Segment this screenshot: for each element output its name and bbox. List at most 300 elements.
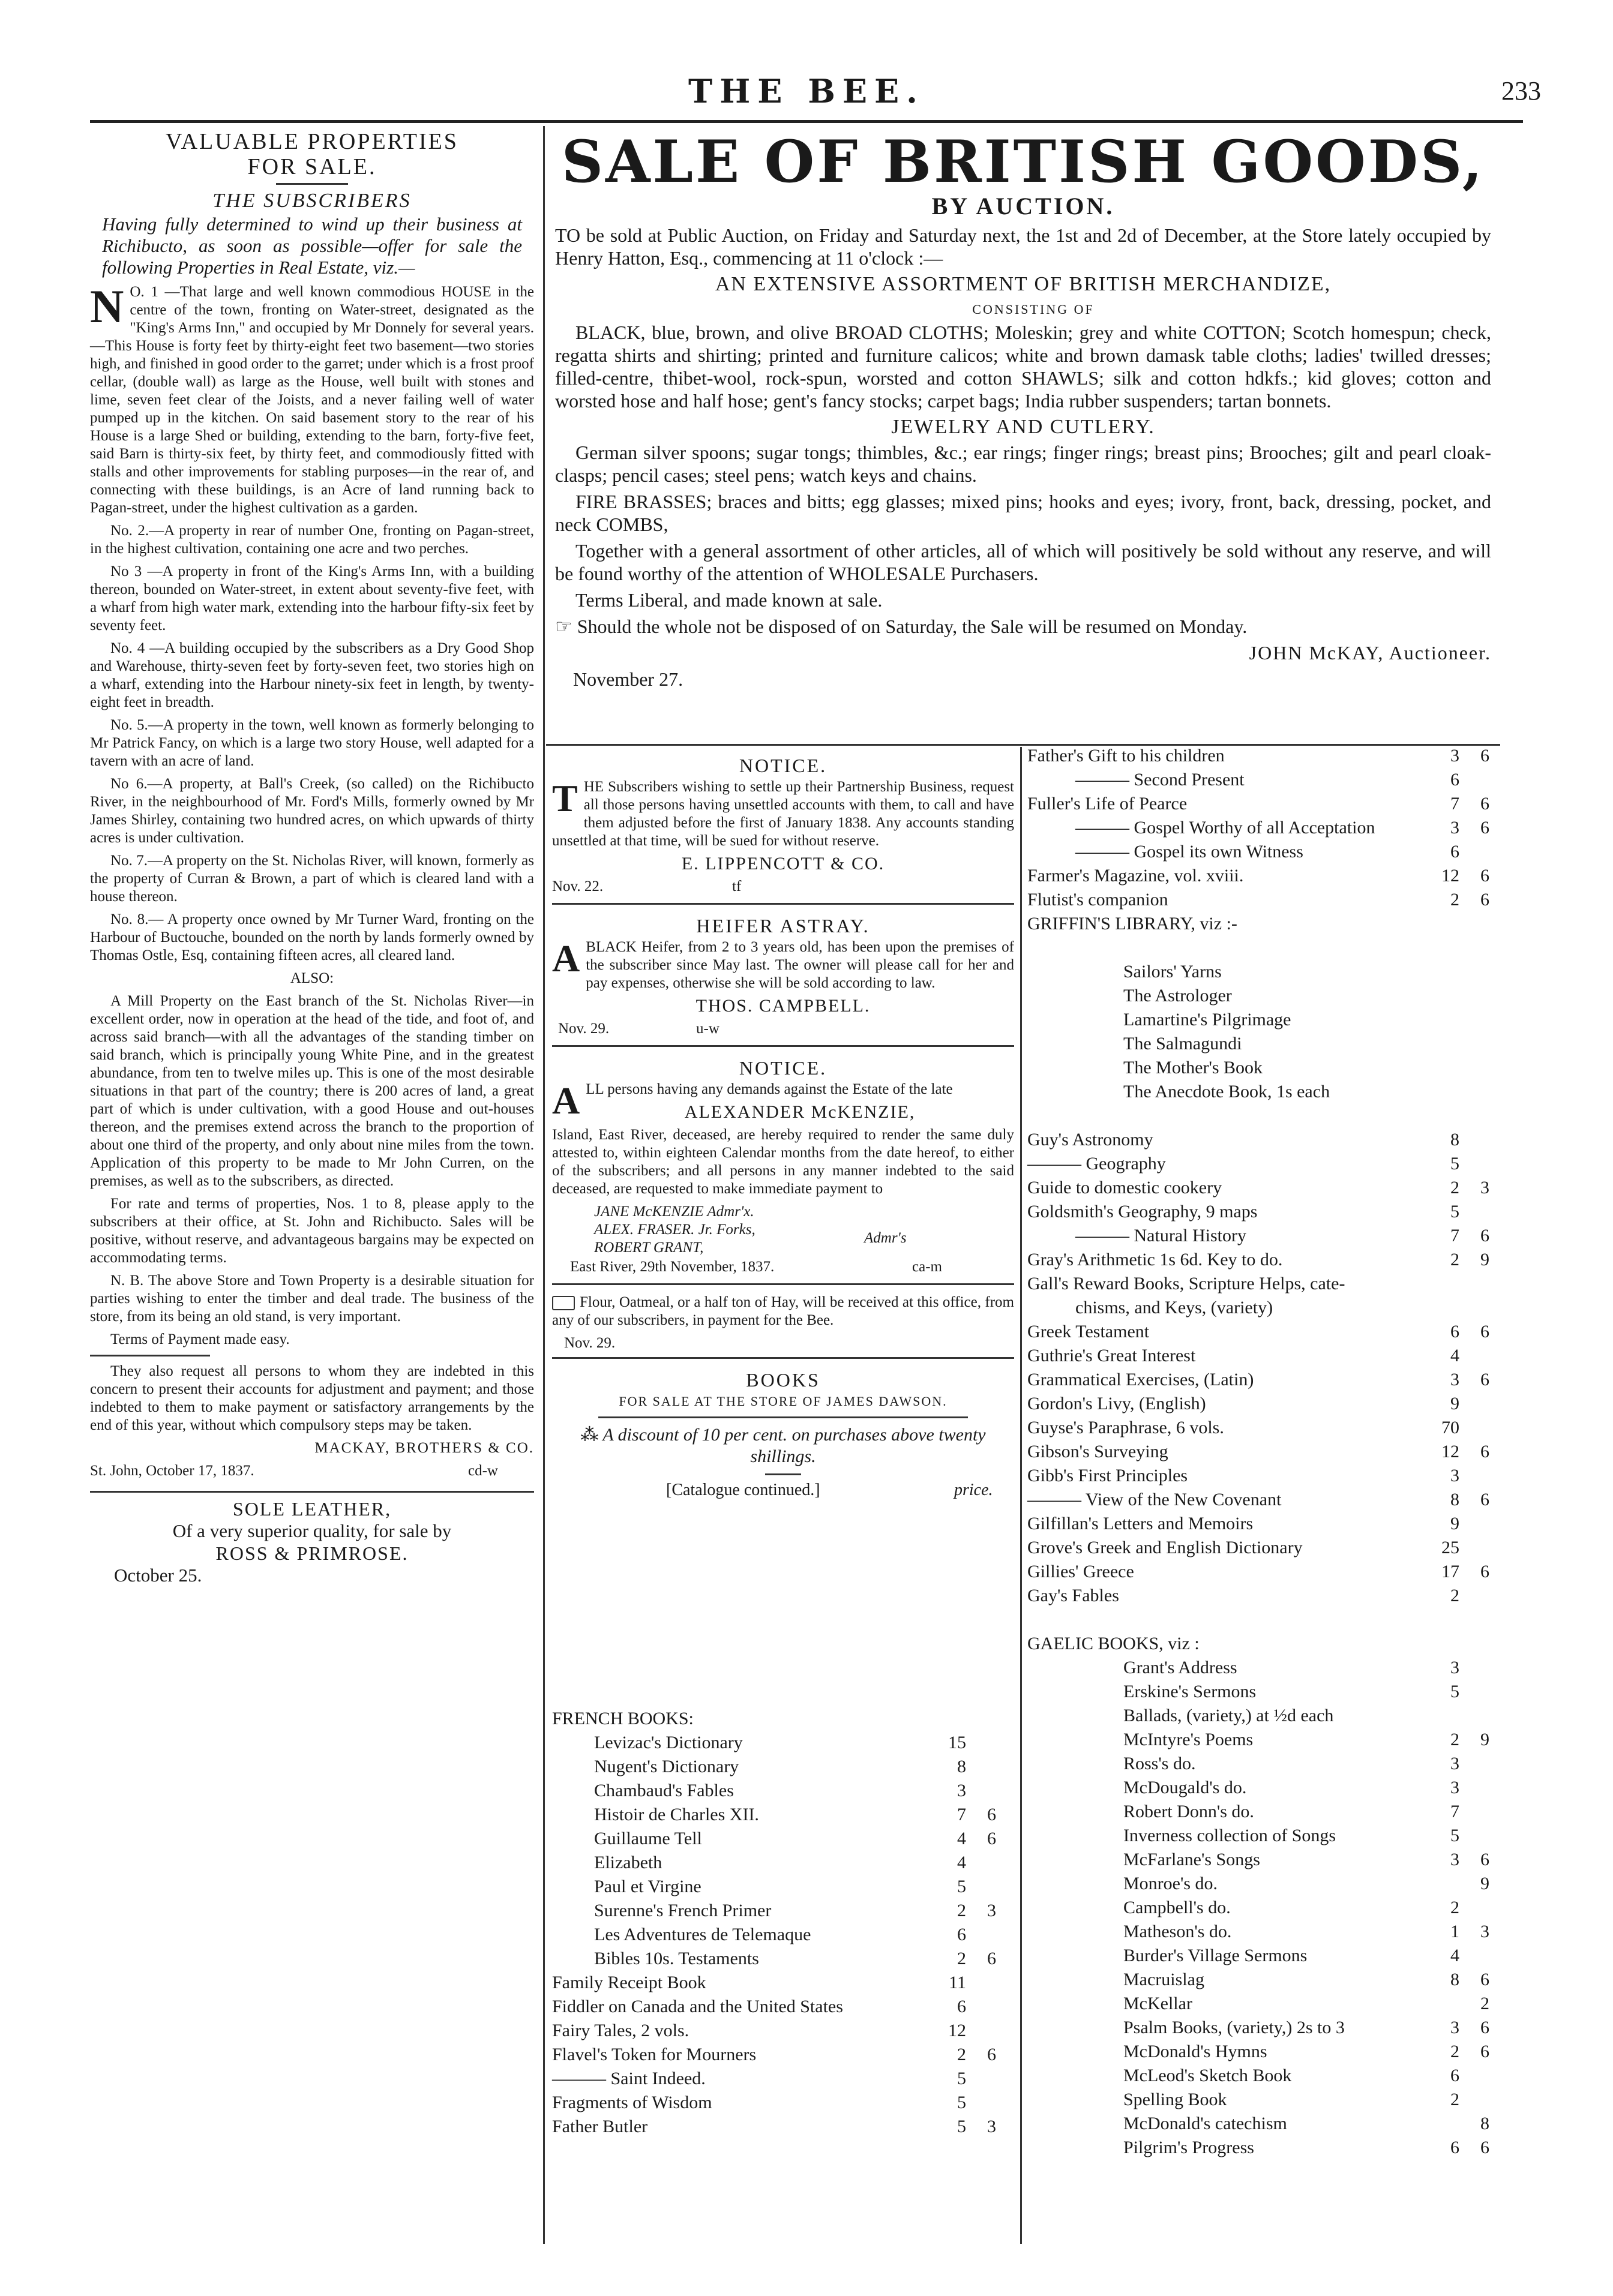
book-row	[1027, 1176, 1507, 1200]
book-row	[1027, 1800, 1507, 1824]
book-row	[1027, 1824, 1507, 1848]
pointing-hand-icon: ☞	[555, 616, 577, 637]
book-title: Chambaud's Fables	[594, 1781, 734, 1800]
book-price-pence: 6	[1480, 890, 1489, 910]
book-title: McDougald's do.	[1123, 1778, 1247, 1797]
book-row	[1027, 864, 1507, 888]
book-price-pence: 6	[987, 2045, 996, 2064]
book-row	[1027, 1896, 1507, 1920]
book-row	[1027, 1752, 1507, 1776]
book-row	[1027, 1680, 1507, 1704]
book-title: Flutist's companion	[1027, 890, 1168, 910]
book-row	[1027, 2136, 1507, 2160]
book-title: Ballads, (variety,) at ½d each	[1123, 1706, 1334, 1725]
book-row	[1027, 1536, 1507, 1560]
book-price-pence: 6	[1480, 1970, 1489, 1989]
book-price-pence: 6	[1480, 1562, 1489, 1581]
book-row	[1027, 1392, 1507, 1416]
book-title: Sailors' Yarns	[1123, 962, 1222, 982]
properties-intro: Having fully determined to wind up their business at Richibucto, as soon as possible—offer for sale the following Properties in Real Estate, viz.—	[102, 214, 522, 278]
book-price-shillings: 6	[1450, 2138, 1459, 2157]
estate-notice-title: NOTICE.	[739, 1057, 828, 1079]
book-price-pence: 6	[1480, 1490, 1489, 1509]
book-price-pence: 8	[1480, 2114, 1489, 2133]
mill-property: A Mill Property on the East branch of the St. Nicholas River—in excellent order, now in operation at the head of the tide, and foot of, and across said branch—with all the advantages of the standing timber on said branch, which is principally young White Pine, and in the greatest abundance, from ten to twelve miles up. This is one of the most desirable situations in that part of the country; there is 200 acres of land, a great part of which is under cultivation, with a good House and out-houses thereon, and the premises extend across the branch to the proportion of about one third of the property, and only about nine miles from the town. Application of this property to be made to Mr John Curren, on the premises, as well as to the subscribers, as directed.	[90, 993, 534, 1189]
book-row	[1027, 888, 1507, 912]
book-price-pence: 6	[1480, 818, 1489, 838]
book-price-shillings: 7	[1450, 1226, 1459, 1245]
book-row	[1027, 1632, 1507, 1656]
property-no-3: No 3 —A property in front of the King's Arms Inn, with a building thereon, bounded on Water-street, in extent about seventy-five feet, with a wharf from high water mark, extending into the harbour fifty-six feet by seventy feet.	[90, 563, 534, 634]
book-row	[1027, 792, 1507, 816]
heifer-body: BLACK Heifer, from 2 to 3 years old, has been upon the premises of the subscriber since May last. The owner will please call for her and pay expenses, otherwise she will be sold according to law.	[586, 939, 1014, 991]
book-row	[1027, 2040, 1507, 2064]
properties-column	[90, 129, 534, 1586]
book-title: Gilfillan's Letters and Memoirs	[1027, 1514, 1254, 1533]
book-row	[552, 1995, 1020, 2019]
book-title: Erskine's Sermons	[1123, 1682, 1257, 1701]
book-row	[1027, 1920, 1507, 1944]
book-row	[1027, 1464, 1507, 1488]
book-row	[1027, 1944, 1507, 1968]
book-row	[1027, 1704, 1507, 1728]
section-rule	[552, 1283, 1014, 1285]
book-title: Psalm Books, (variety,) 2s to 3	[1123, 2018, 1345, 2037]
book-price-shillings: 5	[1450, 1826, 1459, 1845]
book-row	[552, 1851, 1020, 1875]
book-title: Robert Donn's do.	[1123, 1802, 1254, 1821]
book-row	[1027, 1272, 1507, 1296]
book-title: Inverness collection of Songs	[1123, 1826, 1336, 1845]
book-title: Elizabeth	[594, 1853, 662, 1872]
book-row	[1027, 1560, 1507, 1584]
book-title: Goldsmith's Geography, 9 maps	[1027, 1202, 1258, 1221]
book-row	[1027, 1224, 1507, 1248]
books-subtitle: FOR SALE AT THE STORE OF JAMES DAWSON.	[619, 1394, 948, 1409]
property-no-5: No. 5.—A property in the town, well known as formerly belonging to Mr Patrick Fancy, on which is a large two story House, well adapted for a tavern with an acre of land.	[90, 717, 534, 769]
auction-notice	[555, 129, 1491, 694]
book-price-shillings: 3	[1450, 818, 1459, 838]
book-price-shillings: 6	[957, 1925, 966, 1944]
book-title: Surenne's French Primer	[594, 1901, 772, 1920]
book-price-pence: 3	[987, 2117, 996, 2136]
catalogue-label: [Catalogue continued.]	[666, 1481, 820, 1499]
book-price-shillings: 7	[957, 1805, 966, 1824]
book-title: Father's Gift to his children	[1027, 746, 1225, 766]
consisting-label: CONSISTING OF	[972, 302, 1095, 317]
book-price-pence: 6	[987, 1805, 996, 1824]
book-title: Gillies' Greece	[1027, 1562, 1134, 1581]
book-title: Greek Testament	[1027, 1322, 1150, 1341]
book-title: GAELIC BOOKS, viz :	[1027, 1634, 1200, 1653]
book-price-shillings: 4	[1450, 1946, 1459, 1965]
book-row	[552, 1971, 1020, 1995]
section-rule	[552, 1357, 1014, 1359]
book-title: Fiddler on Canada and the United States	[552, 1997, 843, 2016]
book-title: Gordon's Livy, (English)	[1027, 1394, 1206, 1413]
book-price-pence: 6	[1480, 746, 1489, 766]
book-row	[1027, 1296, 1507, 1320]
book-title: ——— Gospel Worthy of all Acceptation	[1075, 818, 1375, 838]
book-row	[552, 1827, 1020, 1851]
book-title: Guide to domestic cookery	[1027, 1178, 1222, 1197]
assortment-heading: AN EXTENSIVE ASSORTMENT OF BRITISH MERCHANDIZE,	[715, 273, 1332, 295]
book-row	[552, 1707, 1020, 1731]
book-row	[552, 1875, 1020, 1899]
book-price-shillings: 6	[1450, 1322, 1459, 1341]
book-title: The Mother's Book	[1123, 1058, 1263, 1078]
book-price-shillings: 3	[1450, 1466, 1459, 1485]
book-price-shillings: 70	[1441, 1418, 1459, 1437]
book-price-shillings: 8	[1450, 1130, 1459, 1149]
properties-subheading: FOR SALE.	[247, 154, 377, 179]
book-price-pence: 6	[987, 1949, 996, 1968]
book-row	[1027, 1728, 1507, 1752]
date-code: cd-w	[468, 1463, 498, 1479]
page-number: 233	[1501, 76, 1541, 106]
also-heading: ALSO:	[290, 970, 334, 986]
book-row	[552, 1779, 1020, 1803]
book-row	[552, 1899, 1020, 1923]
discount-note: A discount of 10 per cent. on purchases above twenty shillings.	[602, 1425, 986, 1466]
column-divider-right	[1020, 747, 1022, 2244]
short-rule	[90, 1355, 210, 1356]
book-price-shillings: 2	[957, 1901, 966, 1920]
book-row	[1027, 1440, 1507, 1464]
book-title: McDonald's catechism	[1123, 2114, 1287, 2133]
book-row	[1027, 1344, 1507, 1368]
book-row	[552, 2115, 1020, 2139]
book-price-shillings: 3	[1450, 746, 1459, 766]
section-rule	[552, 1045, 1014, 1047]
notice-code: tf	[732, 878, 742, 895]
book-title: Gay's Fables	[1027, 1586, 1119, 1605]
book-price-shillings: 1	[1450, 1922, 1459, 1941]
book-row	[1027, 2112, 1507, 2136]
nb-paragraph: N. B. The above Store and Town Property is a desirable situation for parties wishing to enter the timber and deal trade. The business of the store, from its being an old stand, is very important.	[90, 1272, 534, 1325]
book-title: ——— Saint Indeed.	[552, 2069, 706, 2088]
book-price-shillings: 4	[1450, 1346, 1459, 1365]
book-row	[1027, 1320, 1507, 1344]
book-price-shillings: 3	[1450, 1658, 1459, 1677]
book-price-shillings: 8	[1450, 1970, 1459, 1989]
book-title: Fuller's Life of Pearce	[1027, 794, 1188, 814]
book-price-shillings: 3	[1450, 2018, 1459, 2037]
book-price-shillings: 6	[1450, 842, 1459, 862]
book-title: Fragments of Wisdom	[552, 2093, 712, 2112]
book-price-pence: 3	[987, 1901, 996, 1920]
property-no-1: O. 1 —That large and well known commodious HOUSE in the centre of the town, fronting on Water-street, designated as the "King's Arms Inn," and occupied by Mr Donnely for several years.—This House is forty feet by thirty-eight feet two basement—two stories high, and finished in good order to the garret; under which is a frost proof cellar, (double wall) as large as the House, well built with stones and lime, seven feet clear of the Joists, and a never failing well of water pumped up in the kitchen. On said basement story to the rear of his House is a large Shed or building, extending to the barn, forty-five feet, said Barn is thirty-six feet, by thirty feet, and commodiously fitted with stalls and other improvements for stabling purposes—in the rear of, and connecting with these buildings, is an Acre of land running back to Pagan-street, under the highest cultivation as a garden.	[90, 284, 534, 516]
estate-body-1: LL persons having any demands against the Estate of the late	[586, 1081, 953, 1097]
book-title: Flavel's Token for Mourners	[552, 2045, 757, 2064]
book-price-pence: 6	[1480, 2138, 1489, 2157]
book-price-shillings: 3	[1450, 1850, 1459, 1869]
section-rule	[552, 903, 1014, 905]
book-price-shillings: 12	[948, 2021, 966, 2040]
book-price-shillings: 25	[1441, 1538, 1459, 1557]
book-price-shillings: 2	[1450, 1730, 1459, 1749]
book-price-pence: 6	[1480, 1850, 1489, 1869]
dropcap-a: A	[552, 937, 580, 980]
book-row	[1027, 1488, 1507, 1512]
book-price-shillings: 5	[957, 1877, 966, 1896]
auction-terms: Terms Liberal, and made known at sale.	[575, 589, 883, 611]
pointing-hand-icon	[552, 1296, 575, 1310]
campbell-signature: THOS. CAMPBELL.	[695, 996, 871, 1016]
books-list-right	[1027, 744, 1507, 2160]
book-title: Father Butler	[552, 2117, 648, 2136]
book-title: Burder's Village Sermons	[1123, 1946, 1308, 1965]
book-row	[1027, 744, 1507, 768]
book-price-shillings: 11	[949, 1973, 966, 1992]
book-price-pence: 9	[1480, 1250, 1489, 1269]
deceased-name: ALEXANDER McKENZIE,	[684, 1102, 916, 1122]
book-title: Gray's Arithmetic 1s 6d. Key to do.	[1027, 1250, 1283, 1269]
book-row	[1027, 1872, 1507, 1896]
book-title: Pilgrim's Progress	[1123, 2138, 1254, 2157]
book-row	[1027, 912, 1507, 936]
book-title: The Astrologer	[1123, 986, 1232, 1006]
signature: MACKAY, BROTHERS & CO.	[314, 1440, 534, 1456]
book-title: Levizac's Dictionary	[594, 1733, 743, 1752]
book-row	[1027, 1008, 1507, 1032]
book-row	[1027, 2064, 1507, 2088]
leather-line-1: Of a very superior quality, for sale by	[172, 1520, 452, 1541]
auction-note: Should the whole not be disposed of on Saturday, the Sale will be resumed on Monday.	[577, 616, 1248, 637]
terms-paragraph: For rate and terms of properties, Nos. 1 to 8, please apply to the subscribers at their office, at St. John and Richibucto. Sales will be positive, without reserve, and advantageous bargains may be expected on accommodating terms.	[90, 1196, 534, 1266]
book-title: ——— Natural History	[1075, 1226, 1246, 1245]
book-row	[552, 1803, 1020, 1827]
book-row	[1027, 1248, 1507, 1272]
book-row	[1027, 1968, 1507, 1992]
request-paragraph: They also request all persons to whom they are indebted in this concern to present their accounts for adjustment and payment; and those indebted to them to make payment or satisfactory arrangements by the end of this year, without which compulsory steps may be taken.	[90, 1363, 534, 1433]
book-title: Family Receipt Book	[552, 1973, 706, 1992]
book-row	[1027, 2016, 1507, 2040]
flour-date: Nov. 29.	[564, 1335, 616, 1351]
book-price-shillings: 5	[1450, 1154, 1459, 1173]
book-row	[1027, 1104, 1507, 1128]
book-price-pence: 6	[1480, 1370, 1489, 1389]
book-row	[552, 2019, 1020, 2043]
book-price-shillings: 4	[957, 1853, 966, 1872]
book-row	[1027, 1056, 1507, 1080]
book-row	[1027, 1032, 1507, 1056]
book-title: Les Adventures de Telemaque	[594, 1925, 811, 1944]
book-title: McIntyre's Poems	[1123, 1730, 1254, 1749]
dropcap-n: N	[90, 280, 124, 332]
book-price-pence: 3	[1480, 1178, 1489, 1197]
book-title: Ross's do.	[1123, 1754, 1196, 1773]
book-row	[1027, 840, 1507, 864]
book-price-shillings: 7	[1450, 794, 1459, 814]
dropcap-t: T	[552, 777, 578, 820]
book-price-pence: 6	[1480, 1226, 1489, 1245]
book-title: Matheson's do.	[1123, 1922, 1232, 1941]
masthead	[72, 72, 1541, 114]
auction-subtitle: BY AUCTION.	[931, 193, 1115, 220]
book-price-shillings: 6	[957, 1997, 966, 2016]
book-row	[1027, 1656, 1507, 1680]
book-price-shillings: 8	[1450, 1490, 1459, 1509]
book-price-shillings: 15	[948, 1733, 966, 1752]
book-price-shillings: 2	[1450, 890, 1459, 910]
masthead-rule	[90, 120, 1523, 123]
property-no-4: No. 4 —A building occupied by the subscribers as a Dry Good Shop and Warehouse, thirty-seven feet by forty-seven feet, two stories high on a wharf, extending into the Harbour ninety-six feet in length, by twenty-eight feet in breadth.	[90, 640, 534, 710]
book-price-pence: 9	[1480, 1874, 1489, 1893]
short-rule	[765, 1473, 801, 1475]
book-row	[1027, 1128, 1507, 1152]
heifer-title: HEIFER ASTRAY.	[696, 915, 870, 937]
jewelry-heading: JEWELRY AND CUTLERY.	[891, 416, 1155, 438]
book-row	[1027, 960, 1507, 984]
book-title: FRENCH BOOKS:	[552, 1709, 694, 1728]
book-price-shillings: 5	[957, 2069, 966, 2088]
leather-title: SOLE LEATHER,	[232, 1498, 392, 1520]
section-rule	[90, 1491, 534, 1493]
book-price-pence: 6	[987, 1829, 996, 1848]
subscribers-title: THE SUBSCRIBERS	[212, 190, 412, 212]
book-price-shillings: 17	[1441, 1562, 1459, 1581]
book-title: Grammatical Exercises, (Latin)	[1027, 1370, 1254, 1389]
book-title: Guillaume Tell	[594, 1829, 702, 1848]
book-price-pence: 2	[1480, 1994, 1489, 2013]
general-assortment: Together with a general assortment of other articles, all of which will positively be sold without any reserve, and will be found worthy of the attention of WHOLESALE Purchasers.	[555, 540, 1491, 584]
book-row	[1027, 1368, 1507, 1392]
book-row	[1027, 2088, 1507, 2112]
administrator-1: ALEX. FRASER. Jr. Forks,	[594, 1221, 755, 1238]
book-row	[1027, 1584, 1507, 1608]
auctioneer-name: JOHN McKAY, Auctioneer.	[1249, 642, 1491, 664]
book-title: Lamartine's Pilgrimage	[1123, 1010, 1291, 1030]
book-price-shillings: 3	[957, 1781, 966, 1800]
book-row	[1027, 1848, 1507, 1872]
auction-intro: TO be sold at Public Auction, on Friday and Saturday next, the 1st and 2d of December, at the Store lately occupied by Henry Hatton, Esq., commencing at 11 o'clock :—	[555, 224, 1491, 269]
book-price-shillings: 2	[957, 2045, 966, 2064]
book-title: Histoir de Charles XII.	[594, 1805, 759, 1824]
book-price-shillings: 6	[1450, 2066, 1459, 2085]
cloth-list: BLACK, blue, brown, and olive BROAD CLOTHS; Moleskin; grey and white COTTON; Scotch homespun; check, regatta shirts and shirting; printed and furniture calicos; white and brown damask table cloths; ladies' twilled dresses; filled-centre, thibet-wool, rock-spun, worsted and cotton SHAWLS; silk and cotton hdkfs.; kid gloves; cotton and worsted hose and half hose; gent's fancy stocks; carpet bags; India rubber suspenders; tartan bonnets.	[555, 322, 1491, 412]
book-price-pence: 6	[1480, 1322, 1489, 1341]
book-title: Bibles 10s. Testaments	[594, 1949, 759, 1968]
book-title: Guyse's Paraphrase, 6 vols.	[1027, 1418, 1224, 1437]
administrators-label: Admr's	[864, 1230, 907, 1246]
book-price-shillings: 8	[957, 1757, 966, 1776]
book-price-pence: 6	[1480, 866, 1489, 886]
short-rule	[598, 1416, 968, 1418]
book-title: Gibson's Surveying	[1027, 1442, 1168, 1461]
book-price-shillings: 12	[1441, 866, 1459, 886]
properties-heading: VALUABLE PROPERTIES	[166, 129, 458, 154]
book-row	[1027, 1152, 1507, 1176]
book-price-shillings: 2	[1450, 2090, 1459, 2109]
administrator-2: ROBERT GRANT,	[594, 1239, 704, 1256]
books-list-left	[552, 1707, 1020, 2139]
book-title: Gibb's First Principles	[1027, 1466, 1188, 1485]
estate-date: East River, 29th November, 1837.	[570, 1259, 775, 1275]
lippencott-signature: E. LIPPENCOTT & CO.	[681, 854, 885, 874]
jewelry-list: German silver spoons; sugar tongs; thimbles, &c.; ear rings; finger rings; breast pins; Brooches; gilt and pearl cloak-clasps; pencil cases; steel pens; watch keys and chains.	[555, 442, 1491, 486]
flour-notice: Flour, Oatmeal, or a half ton of Hay, will be received at this office, from any of our subscribers, in payment for the Bee.	[552, 1294, 1014, 1328]
book-title: Grove's Greek and English Dictionary	[1027, 1538, 1303, 1557]
book-price-shillings: 2	[957, 1949, 966, 1968]
book-price-pence: 6	[1480, 794, 1489, 814]
asterism-icon: ⁂	[580, 1425, 603, 1445]
book-row	[552, 2043, 1020, 2067]
book-title: Grant's Address	[1123, 1658, 1237, 1677]
dropcap-a: A	[552, 1079, 580, 1122]
book-row	[552, 1923, 1020, 1947]
book-title: Guthrie's Great Interest	[1027, 1346, 1196, 1365]
book-title: ——— Gospel its own Witness	[1075, 842, 1303, 862]
book-price-pence: 3	[1480, 1922, 1489, 1941]
book-price-shillings: 5	[957, 2093, 966, 2112]
book-row	[552, 2067, 1020, 2091]
book-price-shillings: 2	[1450, 1898, 1459, 1917]
book-price-shillings: 2	[1450, 2042, 1459, 2061]
book-price-shillings: 4	[957, 1829, 966, 1848]
book-row	[1027, 1608, 1507, 1632]
brasses-list: FIRE BRASSES; braces and bitts; egg glasses; mixed pins; hooks and eyes; ivory, front, back, dressing, pocket, and neck COMBS,	[555, 491, 1491, 535]
book-row	[552, 1731, 1020, 1755]
property-no-8: No. 8.— A property once owned by Mr Turner Ward, fronting on the Harbour of Buctouche, bounded on the north by lands formerly owned by Thomas Ostle, Esq, containing fifteen acres, all cleared land.	[90, 911, 534, 964]
book-title: chisms, and Keys, (variety)	[1075, 1298, 1273, 1317]
book-row	[1027, 1416, 1507, 1440]
book-price-shillings: 2	[1450, 1586, 1459, 1605]
book-title: McLeod's Sketch Book	[1123, 2066, 1292, 2085]
book-title: Gall's Reward Books, Scripture Helps, cate-	[1027, 1274, 1345, 1293]
book-title: The Anecdote Book, 1s each	[1123, 1082, 1330, 1102]
book-row	[1027, 1080, 1507, 1104]
leather-date: October 25.	[114, 1565, 202, 1586]
book-price-shillings: 7	[1450, 1802, 1459, 1821]
book-price-shillings: 6	[1450, 770, 1459, 790]
heifer-date: Nov. 29.	[558, 1021, 610, 1037]
auction-title: SALE OF BRITISH GOODS,	[561, 128, 1485, 196]
book-price-shillings: 9	[1450, 1394, 1459, 1413]
book-title: McFarlane's Songs	[1123, 1850, 1260, 1869]
book-title: Nugent's Dictionary	[594, 1757, 739, 1776]
book-title: GRIFFIN'S LIBRARY, viz :-	[1027, 914, 1237, 934]
notice-title: NOTICE.	[739, 755, 828, 776]
heifer-code: u-w	[696, 1021, 719, 1037]
book-title: Monroe's do.	[1123, 1874, 1218, 1893]
administratrix: JANE McKENZIE Admr'x.	[594, 1203, 754, 1220]
book-row	[552, 1947, 1020, 1971]
short-rule	[276, 183, 348, 185]
property-no-6: No 6.—A property, at Ball's Creek, (so called) on the Richibucto River, in the neighbourhood of Mr. Ford's Mills, formerly owned by Mr James Shirley, containing two hundred acres, on which upwards of thirty acres is under cultivation.	[90, 776, 534, 846]
property-no-7: No. 7.—A property on the St. Nicholas River, will known, formerly as the property of Curran & Brown, a part of which is cleared land with a house thereon.	[90, 853, 534, 905]
book-title: Spelling Book	[1123, 2090, 1227, 2109]
column-divider-left	[543, 126, 545, 2244]
book-title: ——— Second Present	[1075, 770, 1245, 790]
book-row	[1027, 768, 1507, 792]
book-row	[1027, 1776, 1507, 1800]
notice-date: Nov. 22.	[552, 878, 604, 895]
book-title: Paul et Virgine	[594, 1877, 701, 1896]
book-row	[1027, 984, 1507, 1008]
notices-column	[552, 753, 1014, 1503]
book-row	[1027, 816, 1507, 840]
book-title: ——— Geography	[1027, 1154, 1166, 1173]
book-title: Farmer's Magazine, vol. xviii.	[1027, 866, 1244, 886]
book-price-shillings: 5	[957, 2117, 966, 2136]
book-row	[1027, 1992, 1507, 2016]
estate-code: ca-m	[912, 1259, 942, 1275]
payment-terms: Terms of Payment made easy.	[110, 1331, 290, 1347]
book-price-shillings: 5	[1450, 1682, 1459, 1701]
book-price-shillings: 9	[1450, 1514, 1459, 1533]
book-price-pence: 6	[1480, 2018, 1489, 2037]
